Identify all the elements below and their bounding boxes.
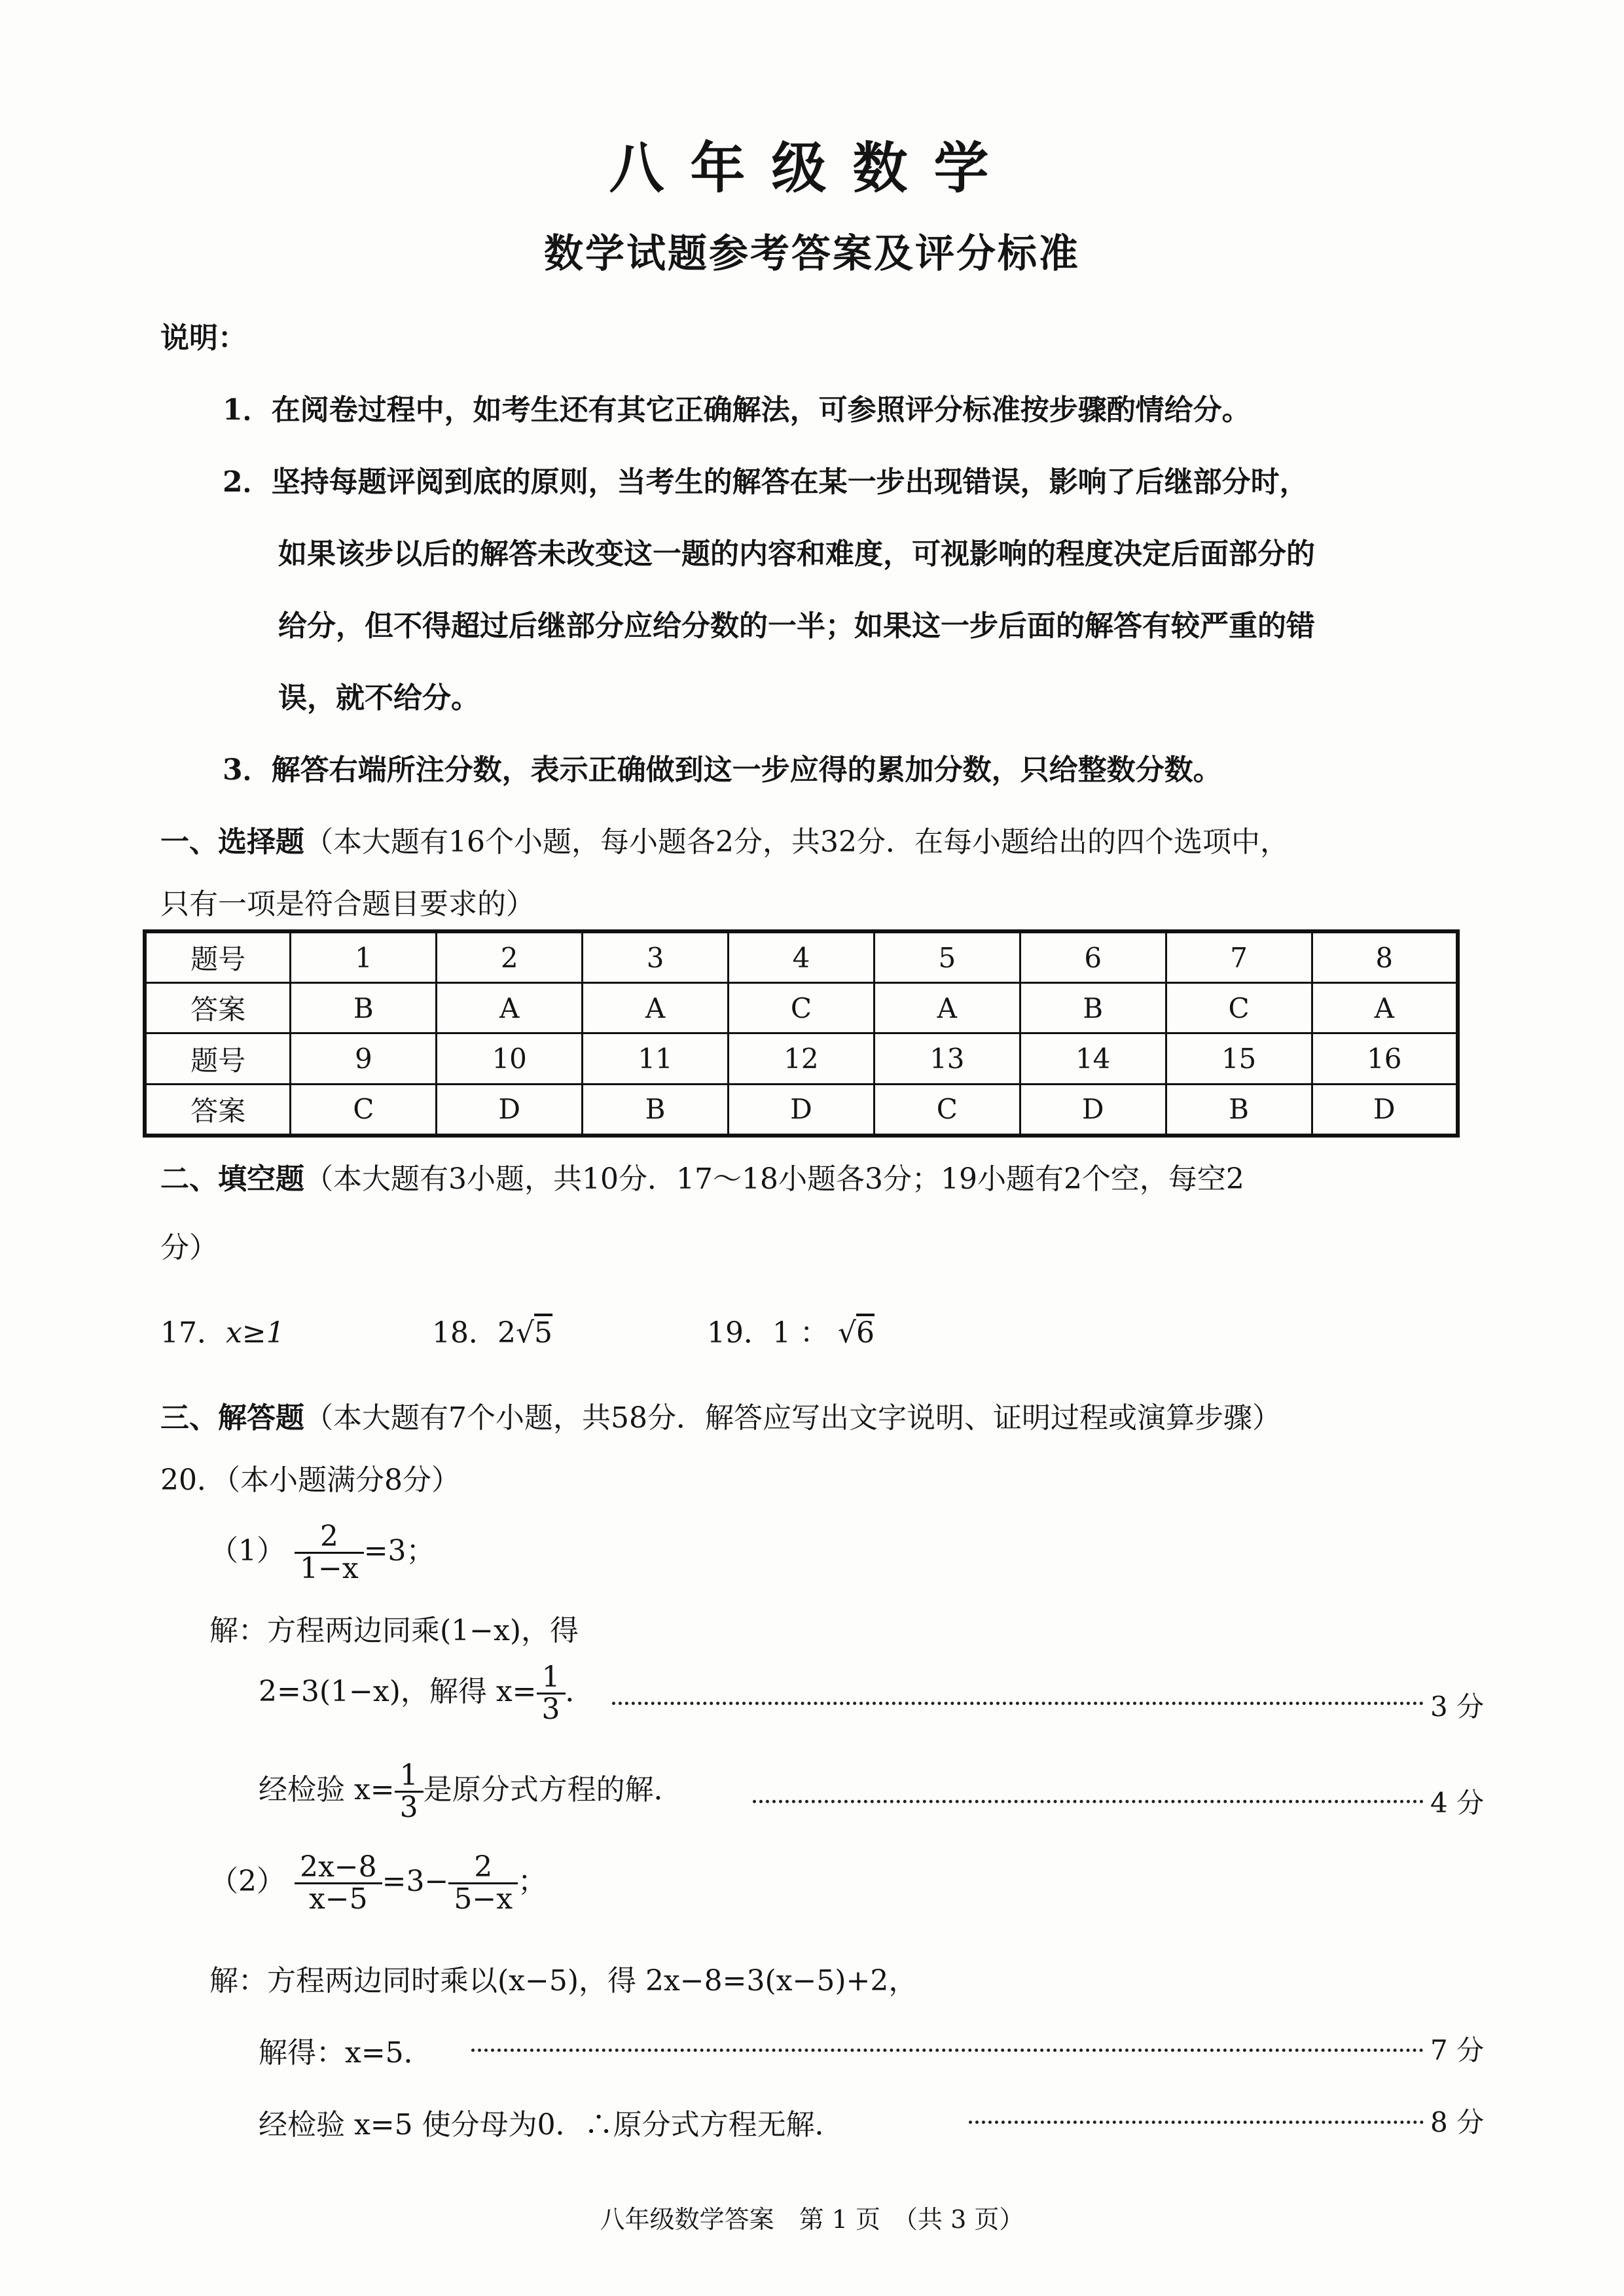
score-4: 4 分 [1430,1787,1485,1819]
table-row [145,983,1458,1033]
fraction-numerator: 2 [448,1852,518,1884]
part-2-equation [209,1852,547,1914]
score-7: 7 分 [1430,2034,1485,2066]
question-number-cell: 10 [437,1033,583,1084]
part-1-fraction [295,1522,364,1584]
score-3: 3 分 [1430,1691,1485,1723]
question-number-cell: 7 [1166,931,1312,983]
answer-cell: C [291,1084,437,1136]
note-item-3: 3．解答右端所注分数，表示正确做到这一步应得的累加分数，只给整数分数。 [223,753,1222,787]
question-number-cell: 5 [874,931,1020,983]
question-number-cell: 15 [1166,1033,1312,1084]
fraction-numerator: 1 [537,1662,566,1695]
section-3-heading: 三、解答题 [160,1401,304,1435]
part-2-step-1: 解得：x=5． [259,2036,433,2070]
step-end: ． [565,1675,594,1709]
question-number-cell: 2 [437,931,583,983]
dotted-leader [612,1702,1424,1705]
table-row [145,931,1458,983]
step-fraction [395,1761,424,1823]
answer-label-cell: 答案 [145,1084,291,1136]
answer-cell: D [729,1084,875,1136]
fraction-denominator: 5−x [454,1882,513,1916]
section-3-intro [160,1394,1281,1436]
answer-cell: B [1166,1084,1312,1136]
fraction-numerator: 1 [395,1761,424,1793]
note-item-2-line-1: 2．坚持每题评阅到底的原则，当考生的解答在某一步出现错误，影响了后继部分时， [223,465,1308,499]
answer-cell: D [1020,1084,1166,1136]
answer-18-label: 18． [432,1316,497,1350]
answer-cell: A [437,983,583,1033]
question-number-cell: 12 [729,1033,875,1084]
section-1-desc-line-2: 只有一项是符合题目要求的） [160,888,535,921]
step-fraction [537,1662,566,1725]
number-label-cell: 题号 [145,931,291,983]
step-text: 经检验 x= [259,1773,395,1807]
question-number-cell: 4 [729,931,875,983]
fraction-denominator: x−5 [308,1882,368,1916]
question-number-cell: 1 [291,931,437,983]
section-1-intro [160,818,1289,860]
page-subtitle: 数学试题参考答案及评分标准 [544,231,1080,277]
question-number-cell: 11 [583,1033,729,1084]
answer-cell: C [1166,983,1312,1033]
answer-19 [707,1309,875,1351]
table-row [145,1084,1458,1136]
part-2-fraction-right [448,1852,518,1914]
dotted-leader [753,1800,1424,1803]
part-1-label: （1） [209,1534,285,1568]
part-2-step-2: 经检验 x=5 使分母为0．∴原分式方程无解． [259,2108,844,2142]
answer-17 [160,1309,285,1351]
note-item-2-line-4: 误，就不给分。 [278,681,480,715]
answer-19-value: 1 ： [772,1316,829,1350]
answer-cell: A [874,983,1020,1033]
part-2-end: ； [518,1865,547,1899]
question-20-title: 20．（本小题满分8分） [160,1463,460,1497]
answer-18 [432,1309,552,1351]
answer-cell: A [583,983,729,1033]
answer-cell: C [874,1084,1020,1136]
part-1-step-2 [259,1761,683,1823]
note-item-1: 1．在阅卷过程中，如考生还有其它正确解法，可参照评分标准按步骤酌情给分。 [223,393,1251,427]
number-label-cell: 题号 [145,1033,291,1084]
part-1-solution-intro: 解：方程两边同乘(1−x)，得 [209,1614,579,1647]
answer-17-value: x≥1 [226,1316,285,1350]
section-2-desc-line-1: （本大题有3小题，共10分．17～18小题各3分；19小题有2个空，每空2 [304,1162,1244,1196]
answer-19-radicand: 6 [856,1316,875,1350]
answer-cell: D [1312,1084,1458,1136]
answer-cell: B [291,983,437,1033]
table-row [145,1033,1458,1084]
question-number-cell: 6 [1020,931,1166,983]
section-1-heading: 一、选择题 [160,825,304,859]
section-2-heading: 二、填空题 [160,1162,304,1196]
part-2-label: （2） [209,1865,285,1899]
choice-answer-table [143,929,1460,1138]
part-2-fraction-left [295,1852,382,1914]
section-3-desc: （本大题有7个小题，共58分．解答应写出文字说明、证明过程或演算步骤） [304,1401,1281,1435]
part-1-rhs: =3； [363,1534,435,1568]
answer-cell: B [583,1084,729,1136]
notes-label: 说明： [160,321,247,355]
question-number-cell: 8 [1312,931,1458,983]
fraction-denominator: 3 [399,1791,418,1825]
part-2-middle: =3− [382,1865,449,1899]
question-number-cell: 9 [291,1033,437,1084]
section-1-desc-line-1: （本大题有16个小题，每小题各2分，共32分．在每小题给出的四个选项中， [304,825,1289,859]
step-text: 2=3(1−x)，解得 x= [259,1675,537,1709]
answer-label-cell: 答案 [145,983,291,1033]
answer-cell: A [1312,983,1458,1033]
fraction-numerator: 2x−8 [295,1852,382,1884]
answer-18-radicand: 5 [534,1316,553,1350]
part-1-equation [209,1522,435,1584]
fraction-denominator: 1−x [300,1552,359,1586]
answer-18-coefficient: 2 [497,1316,516,1350]
sqrt-sign-icon: √ [516,1316,535,1350]
question-number-cell: 3 [583,931,729,983]
dotted-leader [969,2121,1424,2124]
question-number-cell: 16 [1312,1033,1458,1084]
section-2-intro [160,1155,1244,1197]
answer-cell: B [1020,983,1166,1033]
question-number-cell: 14 [1020,1033,1166,1084]
page-footer: 八年级数学答案 第 1 页 （共 3 页） [600,2205,1024,2234]
section-2-desc-line-2: 分） [160,1231,218,1265]
answer-cell: D [437,1084,583,1136]
fraction-denominator: 3 [541,1693,560,1727]
dotted-leader [471,2049,1424,2052]
note-item-2-line-2: 如果该步以后的解答未改变这一题的内容和难度，可视影响的程度决定后面部分的 [278,537,1315,571]
sqrt-sign-icon: √ [837,1316,857,1350]
fraction-numerator: 2 [295,1522,364,1554]
step-text-post: 是原分式方程的解． [423,1773,683,1807]
score-8: 8 分 [1430,2106,1485,2138]
part-2-solution-intro: 解：方程两边同时乘以(x−5)，得 2x−8=3(x−5)+2， [209,1964,918,1998]
page-title: 八年级数学 [609,135,1015,200]
question-number-cell: 13 [874,1033,1020,1084]
part-1-step-1 [259,1662,594,1725]
answer-17-label: 17． [160,1316,226,1350]
note-item-2-line-3: 给分，但不得超过后继部分应给分数的一半；如果这一步后面的解答有较严重的错 [278,609,1315,643]
answer-cell: C [729,983,875,1033]
answer-19-label: 19． [707,1316,772,1350]
